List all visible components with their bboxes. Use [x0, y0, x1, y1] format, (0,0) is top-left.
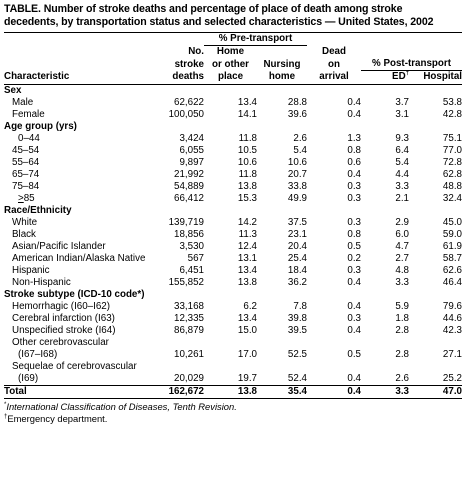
deaths-header-line-3: deaths — [154, 71, 204, 85]
table-row-label-continued: Sequelae of cerebrovascular — [12, 361, 137, 372]
header-row-3 — [4, 71, 462, 85]
table-row: 0–44 3,424 11.8 2.6 1.3 9.3 75.1 — [18, 133, 462, 144]
deaths-header-line-2: stroke — [174, 58, 204, 70]
table-row: Cerebral infarction (I63) 12,335 13.4 39.8 0.3 1.8 44.6 — [12, 313, 462, 324]
post-transport-header: % Post-transport — [361, 58, 462, 71]
doa-header-line-3: arrival — [307, 71, 361, 85]
section-subtype: Stroke subtype (ICD-10 code*) — [4, 289, 145, 300]
table-row-label-continued: Other cerebrovascular — [12, 337, 109, 348]
table-row: American Indian/Alaska Native 567 13.1 25.4 0.2 2.7 58.7 — [12, 253, 462, 264]
dagger-mark: † — [405, 70, 409, 77]
table-row: Hispanic 6,451 13.4 18.4 0.3 4.8 62.6 — [12, 265, 462, 276]
pre-transport-header: % Pre-transport — [204, 33, 307, 46]
table-row: White 139,719 14.2 37.5 0.3 2.9 45.0 — [12, 217, 462, 228]
footnote-dagger: †Emergency department. — [4, 413, 108, 424]
nursing-header-line-2: home — [257, 71, 307, 85]
table-row: 65–74 21,992 11.8 20.7 0.4 4.4 62.8 — [12, 169, 462, 180]
header-row-1 — [4, 46, 462, 59]
table-row: Asian/Pacific Islander 3,530 12.4 20.4 0.5 4.7 61.9 — [12, 241, 462, 252]
header-group-row — [4, 33, 462, 46]
table-title-line-2: decedents, by transportation status and selected characteristics — United States, 2002 — [4, 16, 434, 28]
section-row — [4, 289, 462, 301]
deaths-header-line-1: No. — [188, 46, 204, 57]
table-row: (I69) 20,029 19.7 52.4 0.4 2.6 25.2 — [18, 373, 462, 384]
footnote-star: *International Classification of Diseases, Tenth Revision. — [4, 401, 237, 412]
table-row: Male 62,622 13.4 28.8 0.4 3.7 53.8 — [12, 97, 462, 108]
table-row: Black 18,856 11.3 23.1 0.8 6.0 59.0 — [12, 229, 462, 240]
nursing-header-line-1: Nursing — [263, 58, 301, 70]
table-row: 45–54 6,055 10.5 5.4 0.8 6.4 77.0 — [12, 145, 462, 156]
table-title — [4, 3, 462, 29]
characteristic-header: Characteristic — [4, 71, 154, 85]
doa-header-line-1: Dead — [322, 46, 346, 57]
total-row: Total 162,672 13.8 35.4 0.4 3.3 47.0 — [4, 386, 462, 397]
table-row: Non-Hispanic 155,852 13.8 36.2 0.4 3.3 46.4 — [12, 277, 462, 288]
data-table — [4, 33, 462, 399]
table-row: (I67–I68) 10,261 17.0 52.5 0.5 2.8 27.1 — [18, 349, 462, 360]
section-row — [4, 205, 462, 217]
footnotes — [4, 401, 462, 425]
greater-equal-sign: > — [18, 193, 24, 204]
hospital-header: Hospital — [409, 71, 462, 85]
table-title-line-1: TABLE. Number of stroke deaths and percentage of place of death among stroke — [4, 3, 403, 15]
table-row: Female 100,050 14.1 39.6 0.4 3.1 42.8 — [12, 109, 462, 120]
table-row: >85 66,412 15.3 49.9 0.3 2.1 32.4 — [18, 193, 462, 204]
ed-header: ED† — [361, 71, 409, 85]
section-race: Race/Ethnicity — [4, 205, 72, 216]
section-row — [4, 85, 462, 98]
table-document — [4, 3, 462, 425]
header-row-2 — [4, 58, 462, 71]
home-header-line-3: place — [204, 71, 257, 85]
section-sex: Sex — [4, 85, 22, 96]
doa-header-line-2: on — [328, 58, 340, 70]
section-row — [4, 121, 462, 133]
home-header-line-2: or other — [211, 58, 249, 70]
home-header-line-1: Home — [216, 46, 245, 57]
section-age: Age group (yrs) — [4, 121, 77, 132]
table-row: Unspecified stroke (I64) 86,879 15.0 39.5 0.4 2.8 42.3 — [12, 325, 462, 336]
table-row: 75–84 54,889 13.8 33.8 0.3 3.3 48.8 — [12, 181, 462, 192]
table-row: 55–64 9,897 10.6 10.6 0.6 5.4 72.8 — [12, 157, 462, 168]
table-row: Hemorrhagic (I60–I62) 33,168 6.2 7.8 0.4 5.9 79.6 — [12, 301, 462, 312]
